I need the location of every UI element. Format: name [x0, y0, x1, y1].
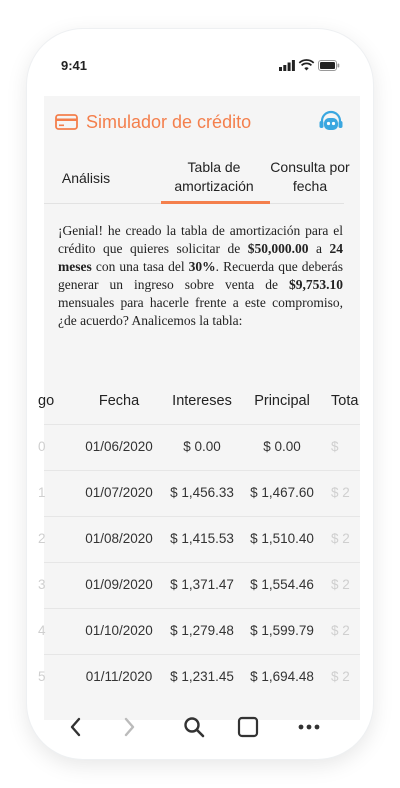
table-row — [38, 470, 360, 517]
chevron-left-icon[interactable] — [68, 716, 84, 738]
intro-part: . Recuerda que deberás generar un ingreso sobre venta de — [58, 259, 344, 292]
row-principal: $ 0.00 — [263, 439, 301, 454]
app-title: Simulador de crédito — [86, 112, 252, 132]
tab-tabla-amortizacion[interactable]: Tabla de amortización — [174, 159, 254, 194]
row-interest: $ 1,279.48 — [170, 623, 234, 638]
header-date: Fecha — [98, 393, 140, 409]
status-icons — [279, 60, 340, 71]
row-no: 3 — [38, 577, 46, 592]
table-row — [38, 516, 360, 563]
table-row — [38, 424, 360, 471]
row-no: 2 — [38, 531, 46, 546]
active-tab-indicator — [161, 201, 270, 204]
headset-icon[interactable] — [318, 110, 344, 134]
status-bar — [27, 29, 373, 104]
table-header-row — [38, 378, 360, 425]
search-icon[interactable] — [183, 716, 205, 738]
battery-icon — [318, 60, 340, 71]
row-principal: $ 1,467.60 — [250, 485, 314, 500]
row-principal: $ 1,599.79 — [250, 623, 314, 638]
intro-part: ¡Genial! he creado la tabla de amortización para el crédito que quieres solicitar de — [58, 223, 343, 256]
header-principal: Principal — [254, 393, 310, 409]
row-interest: $ 0.00 — [183, 439, 221, 454]
row-interest: $ 1,456.33 — [170, 485, 234, 500]
row-principal: $ 1,510.40 — [250, 531, 314, 546]
row-interest: $ 1,231.45 — [170, 669, 234, 684]
row-no: 0 — [38, 439, 46, 454]
header-no: go — [38, 393, 55, 409]
header-total: Tota — [331, 393, 359, 409]
intro-part: con una tasa del — [91, 259, 189, 274]
browser-nav-bar — [44, 704, 360, 754]
row-date: 01/06/2020 — [85, 439, 153, 454]
amortization-table[interactable] — [38, 378, 360, 728]
status-time: 9:41 — [61, 58, 88, 73]
row-principal: $ 1,554.46 — [250, 577, 314, 592]
row-total: $ 2 — [331, 669, 350, 684]
tab-analisis[interactable]: Análisis — [61, 170, 111, 186]
row-no: 4 — [38, 623, 46, 638]
loan-term: 24 meses — [58, 241, 343, 274]
tab-bar — [44, 154, 360, 204]
more-icon[interactable] — [297, 716, 321, 738]
row-date: 01/10/2020 — [85, 623, 153, 638]
loan-rate: 30% — [188, 259, 216, 274]
chevron-right-icon[interactable] — [121, 716, 137, 738]
required-income: $9,753.10 — [289, 277, 343, 292]
row-no: 5 — [38, 669, 46, 684]
app-header — [44, 96, 360, 148]
row-date: 01/07/2020 — [85, 485, 153, 500]
row-total: $ 2 — [331, 485, 350, 500]
loan-amount: $50,000.00 — [247, 241, 309, 256]
phone-frame — [27, 29, 373, 759]
row-total: $ 2 — [331, 623, 350, 638]
table-row — [38, 608, 360, 655]
row-total: $ 2 — [331, 577, 350, 592]
row-total: $ 2 — [331, 531, 350, 546]
row-date: 01/08/2020 — [85, 531, 153, 546]
table-row — [38, 654, 360, 700]
app-screen — [38, 96, 360, 720]
row-date: 01/11/2020 — [85, 669, 153, 684]
row-date: 01/09/2020 — [85, 577, 153, 592]
tab-consulta-fecha[interactable]: Consulta por fecha — [270, 159, 350, 194]
intro-text — [58, 222, 343, 330]
intro-part: a — [308, 241, 330, 256]
row-principal: $ 1,694.48 — [250, 669, 314, 684]
row-interest: $ 1,415.53 — [170, 531, 234, 546]
tabs-icon[interactable] — [237, 716, 259, 738]
row-total: $ — [331, 439, 339, 454]
row-interest: $ 1,371.47 — [170, 577, 234, 592]
intro-part: mensuales para hacerle frente a este compromiso, ¿de acuerdo? Analicemos la tabla: — [58, 295, 343, 328]
row-no: 1 — [38, 485, 46, 500]
header-interest: Intereses — [172, 393, 232, 409]
table-row — [38, 562, 360, 609]
wifi-icon — [299, 60, 314, 71]
signal-icon — [279, 60, 295, 71]
credit-card-icon — [55, 114, 78, 130]
